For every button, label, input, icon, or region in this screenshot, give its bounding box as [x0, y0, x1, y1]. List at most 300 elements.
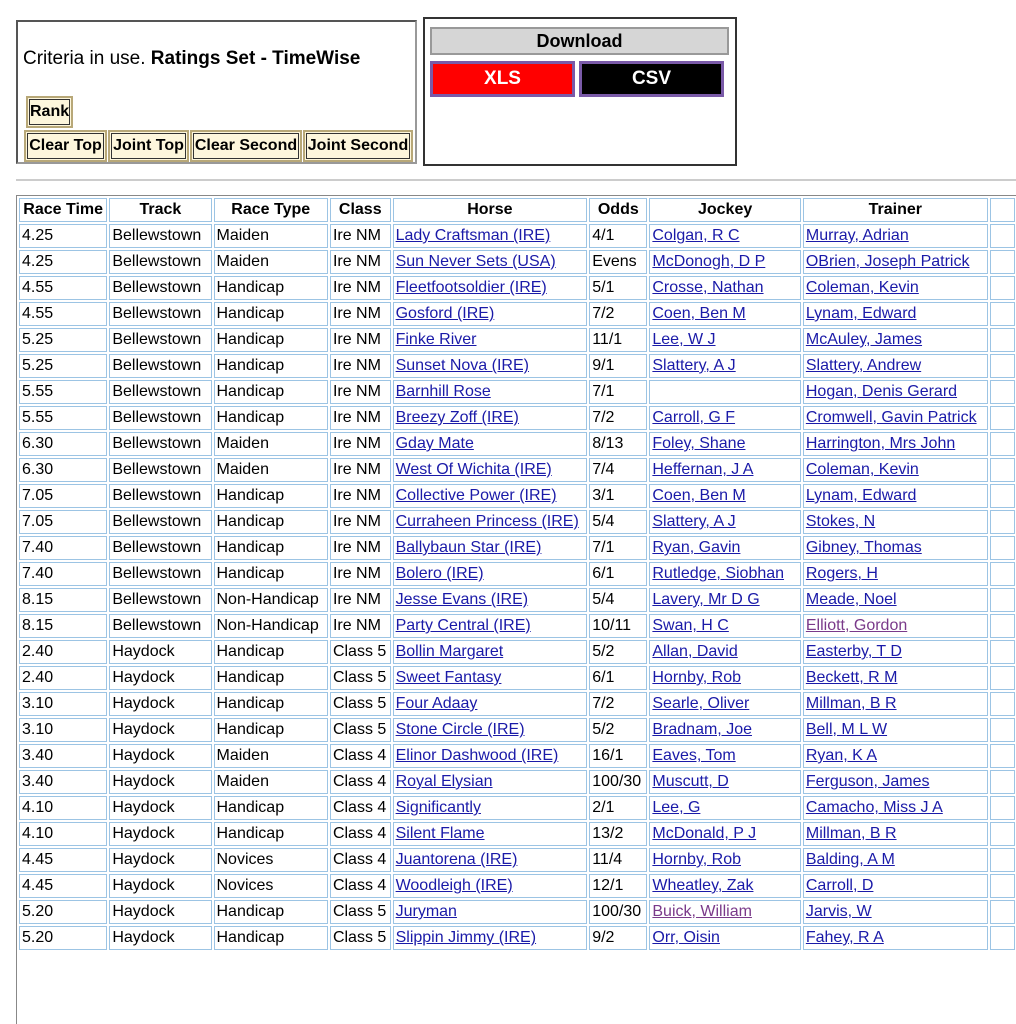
cell-race-time: 4.25	[19, 224, 107, 248]
cell-horse	[393, 380, 588, 404]
jockey-link[interactable]: Carroll, G F	[652, 409, 736, 426]
cell-jockey	[649, 354, 800, 378]
horse-link[interactable]: Sunset Nova (IRE)	[395, 357, 529, 374]
clear-second-button[interactable]: Clear Second	[190, 130, 302, 162]
jockey-link[interactable]: Muscutt, D	[652, 773, 729, 790]
cell-horse	[393, 484, 588, 508]
horse-link[interactable]: Lady Craftsman (IRE)	[395, 227, 551, 244]
cell-track: Haydock	[109, 900, 211, 924]
cell-race-time: 5.20	[19, 900, 107, 924]
trainer-link[interactable]: Coleman, Kevin	[805, 461, 919, 478]
jockey-link[interactable]: Foley, Shane	[652, 435, 746, 452]
cell-class: Class 5	[330, 692, 391, 716]
cell-track: Haydock	[109, 692, 211, 716]
horse-link[interactable]: Bolero (IRE)	[395, 565, 484, 582]
cell-class: Ire NM	[330, 276, 391, 300]
table-row	[19, 744, 1015, 768]
cell-odds: 7/1	[589, 380, 647, 404]
horse-link[interactable]: Breezy Zoff (IRE)	[395, 409, 519, 426]
cell-track: Haydock	[109, 796, 211, 820]
col-trainer[interactable]: Trainer	[803, 198, 988, 222]
table-row	[19, 224, 1015, 248]
cell-race-time: 6.30	[19, 458, 107, 482]
cell-trainer	[803, 640, 988, 664]
cell-trainer	[803, 224, 988, 248]
cell-class: Class 4	[330, 770, 391, 794]
trainer-link[interactable]: Ferguson, James	[805, 773, 930, 790]
cell-odds: 2/1	[589, 796, 647, 820]
cell-track: Haydock	[109, 822, 211, 846]
cell-class: Class 5	[330, 926, 391, 950]
cell-race-type: Maiden	[214, 250, 328, 274]
jockey-link[interactable]: Allan, David	[652, 643, 738, 660]
jockey-link[interactable]: McDonald, P J	[652, 825, 757, 842]
cell-jockey	[649, 484, 800, 508]
jockey-link[interactable]: Lee, G	[652, 799, 701, 816]
trainer-link[interactable]: Cromwell, Gavin Patrick	[805, 409, 977, 426]
cell-race-time: 7.05	[19, 484, 107, 508]
table-row	[19, 796, 1015, 820]
jockey-link[interactable]: Wheatley, Zak	[652, 877, 754, 894]
table-row	[19, 406, 1015, 430]
cell-trainer	[803, 250, 988, 274]
cell-track: Bellewstown	[109, 432, 211, 456]
trainer-link[interactable]: Millman, B R	[805, 825, 897, 842]
cell-race-time: 6.30	[19, 432, 107, 456]
trainer-link[interactable]: Carroll, D	[805, 877, 874, 894]
horse-link[interactable]: Significantly	[395, 799, 481, 816]
ratings-set-label: Ratings Set - TimeWise	[150, 48, 361, 69]
cell-race-type: Handicap	[214, 718, 328, 742]
cell-horse	[393, 796, 588, 820]
cell-odds: 9/2	[589, 926, 647, 950]
cell-race-time: 5.25	[19, 328, 107, 352]
trainer-link[interactable]: OBrien, Joseph Patrick	[805, 253, 970, 270]
trainer-link[interactable]: Gibney, Thomas	[805, 539, 922, 556]
cell-odds: 5/2	[589, 718, 647, 742]
trainer-link[interactable]: Harrington, Mrs John	[805, 435, 956, 452]
cell-horse	[393, 458, 588, 482]
trainer-link[interactable]: Bell, M L W	[805, 721, 888, 738]
jockey-link[interactable]: Heffernan, J A	[652, 461, 754, 478]
cell-odds: 13/2	[589, 822, 647, 846]
cell-trainer	[803, 406, 988, 430]
cell-odds: 6/1	[589, 562, 647, 586]
cell-class: Class 5	[330, 900, 391, 924]
trainer-link[interactable]: Easterby, T D	[805, 643, 902, 660]
cell-more	[990, 718, 1015, 742]
cell-class: Class 4	[330, 796, 391, 820]
table-row	[19, 484, 1015, 508]
cell-horse	[393, 744, 588, 768]
criteria-panel	[16, 20, 417, 164]
cell-race-type: Handicap	[214, 484, 328, 508]
cell-jockey	[649, 458, 800, 482]
table-row	[19, 536, 1015, 560]
cell-more	[990, 354, 1015, 378]
table-row	[19, 666, 1015, 690]
cell-class: Ire NM	[330, 510, 391, 534]
col-horse[interactable]: Horse	[393, 198, 588, 222]
cell-more	[990, 406, 1015, 430]
horse-link[interactable]: Four Adaay	[395, 695, 478, 712]
jockey-link[interactable]: Hornby, Rob	[652, 851, 742, 868]
col-more	[990, 198, 1015, 222]
horse-link[interactable]: Juantorena (IRE)	[395, 851, 518, 868]
cell-race-time: 7.40	[19, 536, 107, 560]
table-row	[19, 432, 1015, 456]
cell-trainer	[803, 666, 988, 690]
table-row	[19, 354, 1015, 378]
cell-horse	[393, 562, 588, 586]
cell-odds: 7/1	[589, 536, 647, 560]
cell-horse	[393, 328, 588, 352]
cell-more	[990, 432, 1015, 456]
horse-link[interactable]: Curraheen Princess (IRE)	[395, 513, 579, 530]
cell-race-type: Handicap	[214, 328, 328, 352]
cell-trainer	[803, 692, 988, 716]
horse-link[interactable]: Finke River	[395, 331, 477, 348]
cell-jockey	[649, 562, 800, 586]
cell-race-type: Handicap	[214, 692, 328, 716]
criteria-prefix: Criteria in use.	[23, 48, 146, 69]
cell-jockey	[649, 692, 800, 716]
cell-class: Class 5	[330, 640, 391, 664]
joint-second-button[interactable]: Joint Second	[303, 130, 413, 162]
cell-odds: 12/1	[589, 874, 647, 898]
cell-track: Bellewstown	[109, 354, 211, 378]
cell-track: Bellewstown	[109, 250, 211, 274]
cell-trainer	[803, 588, 988, 612]
horse-link[interactable]: Slippin Jimmy (IRE)	[395, 929, 537, 946]
cell-more	[990, 588, 1015, 612]
cell-class: Ire NM	[330, 250, 391, 274]
cell-horse	[393, 406, 588, 430]
cell-race-time: 3.10	[19, 718, 107, 742]
cell-horse	[393, 614, 588, 638]
table-row	[19, 562, 1015, 586]
cell-race-type: Maiden	[214, 744, 328, 768]
cell-race-type: Maiden	[214, 432, 328, 456]
cell-jockey	[649, 848, 800, 872]
cell-trainer	[803, 900, 988, 924]
cell-horse	[393, 588, 588, 612]
table-row	[19, 458, 1015, 482]
trainer-link[interactable]: Beckett, R M	[805, 669, 898, 686]
horse-link[interactable]: Bollin Margaret	[395, 643, 504, 660]
cell-race-time: 2.40	[19, 666, 107, 690]
cell-race-time: 7.05	[19, 510, 107, 534]
table-body	[19, 224, 1015, 950]
jockey-link[interactable]: Slattery, A J	[652, 357, 736, 374]
jockey-link[interactable]: Rutledge, Siobhan	[652, 565, 785, 582]
cell-race-type: Non-Handicap	[214, 614, 328, 638]
trainer-link[interactable]: Balding, A M	[805, 851, 895, 868]
cell-class: Class 4	[330, 848, 391, 872]
cell-trainer	[803, 822, 988, 846]
cell-trainer	[803, 926, 988, 950]
cell-odds: 4/1	[589, 224, 647, 248]
cell-trainer	[803, 536, 988, 560]
cell-horse	[393, 926, 588, 950]
trainer-link[interactable]: Ryan, K A	[805, 747, 878, 764]
cell-trainer	[803, 302, 988, 326]
cell-jockey	[649, 614, 800, 638]
cell-class: Ire NM	[330, 536, 391, 560]
cell-jockey	[649, 588, 800, 612]
cell-horse	[393, 718, 588, 742]
jockey-link[interactable]: Ryan, Gavin	[652, 539, 741, 556]
cell-horse	[393, 848, 588, 872]
trainer-link[interactable]: Lynam, Edward	[805, 487, 917, 504]
horse-link[interactable]: Woodleigh (IRE)	[395, 877, 513, 894]
trainer-link[interactable]: Camacho, Miss J A	[805, 799, 943, 816]
trainer-link[interactable]: McAuley, James	[805, 331, 923, 348]
cell-track: Bellewstown	[109, 562, 211, 586]
trainer-link[interactable]: Hogan, Denis Gerard	[805, 383, 958, 400]
cell-trainer	[803, 328, 988, 352]
jockey-link[interactable]: Buick, William	[652, 903, 752, 920]
table-row	[19, 510, 1015, 534]
cell-race-time: 8.15	[19, 614, 107, 638]
cell-track: Haydock	[109, 640, 211, 664]
clear-top-button[interactable]: Clear Top	[24, 130, 107, 162]
jockey-link[interactable]: Coen, Ben M	[652, 305, 746, 322]
cell-horse	[393, 224, 588, 248]
horse-link[interactable]: Sweet Fantasy	[395, 669, 502, 686]
cell-horse	[393, 640, 588, 664]
col-race-time[interactable]: Race Time	[19, 198, 107, 222]
horse-link[interactable]: Stone Circle (IRE)	[395, 721, 525, 738]
cell-race-type: Handicap	[214, 536, 328, 560]
cell-odds: 100/30	[589, 900, 647, 924]
cell-class: Ire NM	[330, 224, 391, 248]
cell-jockey	[649, 718, 800, 742]
cell-track: Bellewstown	[109, 328, 211, 352]
trainer-link[interactable]: Rogers, H	[805, 565, 878, 582]
cell-class: Ire NM	[330, 484, 391, 508]
table-row	[19, 822, 1015, 846]
cell-track: Bellewstown	[109, 510, 211, 534]
joint-top-button[interactable]: Joint Top	[108, 130, 189, 162]
cell-jockey	[649, 744, 800, 768]
col-track[interactable]: Track	[109, 198, 211, 222]
cell-race-time: 5.25	[19, 354, 107, 378]
cell-race-time: 4.10	[19, 796, 107, 820]
cell-jockey	[649, 926, 800, 950]
jockey-link[interactable]: Swan, H C	[652, 617, 729, 634]
horse-link[interactable]: Barnhill Rose	[395, 383, 491, 400]
jockey-link[interactable]: McDonogh, D P	[652, 253, 766, 270]
cell-class: Ire NM	[330, 614, 391, 638]
rank-button[interactable]: Rank	[26, 96, 73, 128]
cell-track: Haydock	[109, 770, 211, 794]
cell-class: Ire NM	[330, 328, 391, 352]
cell-jockey	[649, 822, 800, 846]
cell-more	[990, 666, 1015, 690]
cell-class: Ire NM	[330, 302, 391, 326]
cell-track: Haydock	[109, 874, 211, 898]
col-class[interactable]: Class	[330, 198, 391, 222]
cell-race-type: Handicap	[214, 354, 328, 378]
cell-race-type: Maiden	[214, 458, 328, 482]
cell-odds: 11/4	[589, 848, 647, 872]
cell-race-type: Novices	[214, 874, 328, 898]
cell-jockey	[649, 510, 800, 534]
cell-jockey	[649, 874, 800, 898]
cell-horse	[393, 536, 588, 560]
cell-race-type: Handicap	[214, 380, 328, 404]
cell-race-type: Handicap	[214, 822, 328, 846]
download-title: Download	[430, 27, 729, 55]
horse-link[interactable]: Royal Elysian	[395, 773, 493, 790]
results-table	[17, 196, 1016, 952]
cell-race-time: 4.25	[19, 250, 107, 274]
cell-odds: 5/4	[589, 510, 647, 534]
cell-horse	[393, 900, 588, 924]
cell-race-type: Handicap	[214, 276, 328, 300]
col-race-type[interactable]: Race Type	[214, 198, 328, 222]
trainer-link[interactable]: Lynam, Edward	[805, 305, 917, 322]
cell-class: Ire NM	[330, 588, 391, 612]
cell-more	[990, 874, 1015, 898]
cell-track: Bellewstown	[109, 614, 211, 638]
cell-odds: 6/1	[589, 666, 647, 690]
cell-trainer	[803, 848, 988, 872]
trainer-link[interactable]: Elliott, Gordon	[805, 617, 908, 634]
cell-track: Haydock	[109, 666, 211, 690]
horse-link[interactable]: Collective Power (IRE)	[395, 487, 557, 504]
cell-more	[990, 536, 1015, 560]
cell-odds: 7/2	[589, 302, 647, 326]
trainer-link[interactable]: Coleman, Kevin	[805, 279, 919, 296]
trainer-link[interactable]: Fahey, R A	[805, 929, 884, 946]
cell-more	[990, 900, 1015, 924]
cell-class: Class 4	[330, 744, 391, 768]
jockey-link[interactable]: Coen, Ben M	[652, 487, 746, 504]
cell-more	[990, 770, 1015, 794]
cell-more	[990, 926, 1015, 950]
horse-link[interactable]: Sun Never Sets (USA)	[395, 253, 556, 270]
trainer-link[interactable]: Slattery, Andrew	[805, 357, 922, 374]
cell-horse	[393, 250, 588, 274]
cell-track: Haydock	[109, 744, 211, 768]
cell-odds: Evens	[589, 250, 647, 274]
trainer-link[interactable]: Murray, Adrian	[805, 227, 909, 244]
cell-race-time: 3.40	[19, 744, 107, 768]
cell-more	[990, 640, 1015, 664]
jockey-link[interactable]: Searle, Oliver	[652, 695, 750, 712]
cell-race-type: Handicap	[214, 666, 328, 690]
cell-race-type: Handicap	[214, 510, 328, 534]
cell-trainer	[803, 718, 988, 742]
horse-link[interactable]: Silent Flame	[395, 825, 485, 842]
col-jockey[interactable]: Jockey	[649, 198, 800, 222]
horse-link[interactable]: Gosford (IRE)	[395, 305, 495, 322]
download-xls-button[interactable]: XLS	[430, 61, 575, 97]
cell-horse	[393, 354, 588, 378]
cell-track: Bellewstown	[109, 536, 211, 560]
cell-jockey	[649, 406, 800, 430]
trainer-link[interactable]: Stokes, N	[805, 513, 876, 530]
cell-race-type: Handicap	[214, 562, 328, 586]
cell-odds: 9/1	[589, 354, 647, 378]
horse-link[interactable]: Gday Mate	[395, 435, 474, 452]
cell-more	[990, 380, 1015, 404]
cell-class: Class 4	[330, 822, 391, 846]
cell-trainer	[803, 354, 988, 378]
horse-link[interactable]: Elinor Dashwood (IRE)	[395, 747, 559, 764]
trainer-link[interactable]: Meade, Noel	[805, 591, 897, 608]
jockey-link[interactable]: Orr, Oisin	[652, 929, 720, 946]
trainer-link[interactable]: Jarvis, W	[805, 903, 872, 920]
cell-class: Class 5	[330, 666, 391, 690]
cell-race-type: Handicap	[214, 900, 328, 924]
trainer-link[interactable]: Millman, B R	[805, 695, 897, 712]
cell-class: Ire NM	[330, 406, 391, 430]
cell-more	[990, 302, 1015, 326]
table-row	[19, 380, 1015, 404]
cell-race-time: 5.55	[19, 406, 107, 430]
jockey-link[interactable]: Lee, W J	[652, 331, 716, 348]
table-row	[19, 692, 1015, 716]
jockey-link[interactable]: Bradnam, Joe	[652, 721, 752, 738]
cell-race-type: Novices	[214, 848, 328, 872]
table-row	[19, 640, 1015, 664]
cell-more	[990, 744, 1015, 768]
horse-link[interactable]: Jesse Evans (IRE)	[395, 591, 529, 608]
cell-odds: 5/2	[589, 640, 647, 664]
cell-race-time: 7.40	[19, 562, 107, 586]
jockey-link[interactable]: Lavery, Mr D G	[652, 591, 760, 608]
cell-odds: 11/1	[589, 328, 647, 352]
horse-link[interactable]: West Of Wichita (IRE)	[395, 461, 552, 478]
cell-race-time: 5.55	[19, 380, 107, 404]
horse-link[interactable]: Fleetfootsoldier (IRE)	[395, 279, 547, 296]
jockey-link[interactable]: Hornby, Rob	[652, 669, 742, 686]
jockey-link[interactable]: Crosse, Nathan	[652, 279, 764, 296]
cell-trainer	[803, 432, 988, 456]
table-row	[19, 276, 1015, 300]
cell-track: Haydock	[109, 926, 211, 950]
cell-odds: 5/1	[589, 276, 647, 300]
table-header-row	[19, 198, 1015, 222]
table-row	[19, 302, 1015, 326]
cell-race-time: 8.15	[19, 588, 107, 612]
jockey-link[interactable]: Eaves, Tom	[652, 747, 736, 764]
cell-trainer	[803, 796, 988, 820]
cell-race-time: 4.55	[19, 276, 107, 300]
cell-odds: 7/4	[589, 458, 647, 482]
cell-track: Bellewstown	[109, 484, 211, 508]
col-odds[interactable]: Odds	[589, 198, 647, 222]
jockey-link[interactable]: Slattery, A J	[652, 513, 736, 530]
cell-jockey	[649, 276, 800, 300]
cell-track: Bellewstown	[109, 224, 211, 248]
download-csv-button[interactable]: CSV	[579, 61, 724, 97]
cell-track: Bellewstown	[109, 406, 211, 430]
cell-odds: 16/1	[589, 744, 647, 768]
horse-link[interactable]: Party Central (IRE)	[395, 617, 531, 634]
horse-link[interactable]: Ballybaun Star (IRE)	[395, 539, 542, 556]
cell-trainer	[803, 510, 988, 534]
table-row	[19, 848, 1015, 872]
cell-horse	[393, 666, 588, 690]
cell-horse	[393, 822, 588, 846]
horse-link[interactable]: Juryman	[395, 903, 457, 920]
jockey-link[interactable]: Colgan, R C	[652, 227, 740, 244]
cell-horse	[393, 276, 588, 300]
